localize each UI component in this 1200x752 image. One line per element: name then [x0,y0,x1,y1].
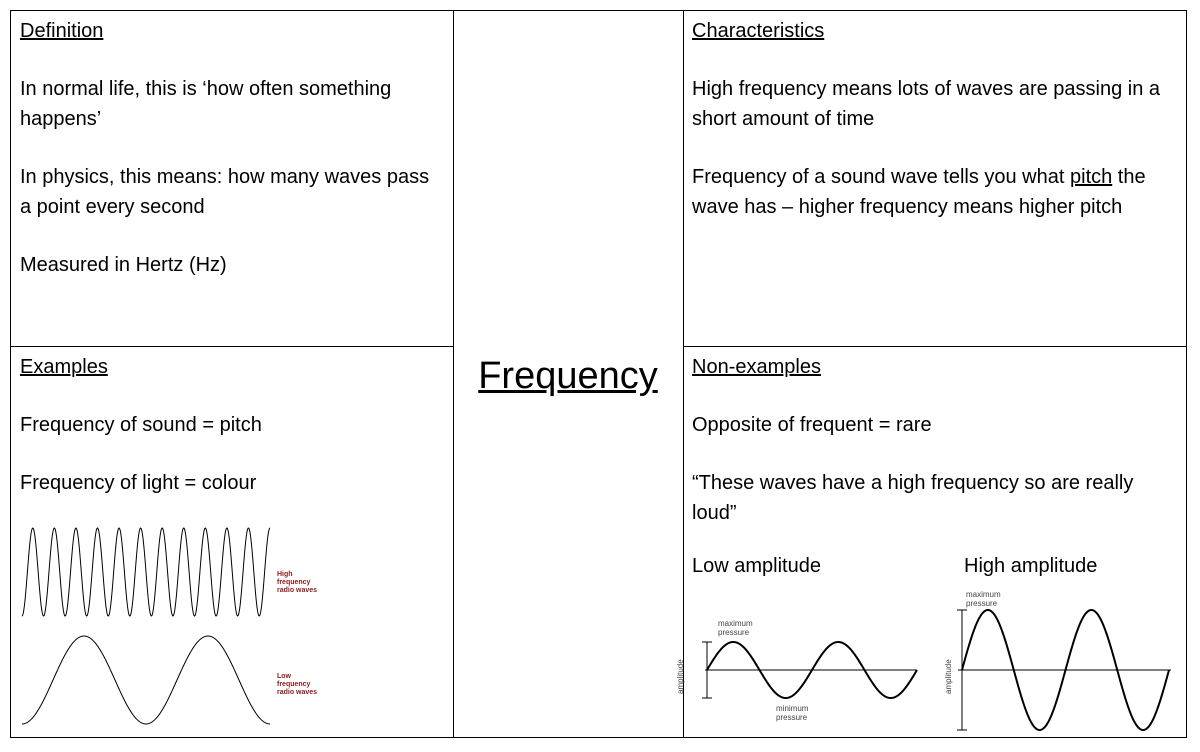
low-amplitude-diagram [695,630,920,710]
definition-cell [12,12,452,346]
low-frequency-label: Low frequency radio waves [277,673,318,696]
low-amplitude-title: Low amplitude [692,555,821,577]
non-examples-line-1: Opposite of frequent = rare [692,414,932,436]
definition-heading: Definition [20,20,104,42]
examples-line-2: Frequency of light = colour [20,472,257,494]
pitch-word: pitch [1070,166,1113,188]
low-amp-amplitude-label: amplitude [676,659,685,694]
high-frequency-wave [20,525,272,620]
high-amp-amplitude-label: amplitude [944,659,953,694]
high-amp-max-pressure-label: maximum pressure [966,590,1001,608]
low-frequency-wave [20,633,272,728]
definition-line-2: In physics, this means: how many waves pass a point every second [20,166,430,218]
examples-cell [12,348,452,518]
examples-heading: Examples [20,356,108,378]
high-amplitude-diagram [953,600,1173,735]
examples-line-1: Frequency of sound = pitch [20,414,262,436]
low-amp-min-pressure-label: minimum pressure [776,704,809,722]
divider-right-horizontal [683,346,1187,347]
page-title: Frequency [478,355,658,397]
characteristics-line-1: High frequency means lots of waves are passing in a short amount of time [692,78,1161,130]
characteristics-cell [684,12,1186,346]
definition-line-3: Measured in Hertz (Hz) [20,254,227,276]
non-examples-heading: Non-examples [692,356,821,378]
characteristics-heading: Characteristics [692,20,825,42]
definition-line-1: In normal life, this is ‘how often something happens’ [20,78,392,130]
low-amp-max-pressure-label: maximum pressure [718,619,753,637]
non-examples-cell [684,348,1186,548]
high-frequency-label: High frequency radio waves [277,571,318,594]
high-amplitude-title: High amplitude [964,555,1098,577]
non-examples-line-2: “These waves have a high frequency so are really loud” [692,472,1134,524]
characteristics-line-2: Frequency of a sound wave tells you what pitch the wave has – higher frequency means higher pitch [692,166,1146,218]
divider-left-horizontal [10,346,454,347]
